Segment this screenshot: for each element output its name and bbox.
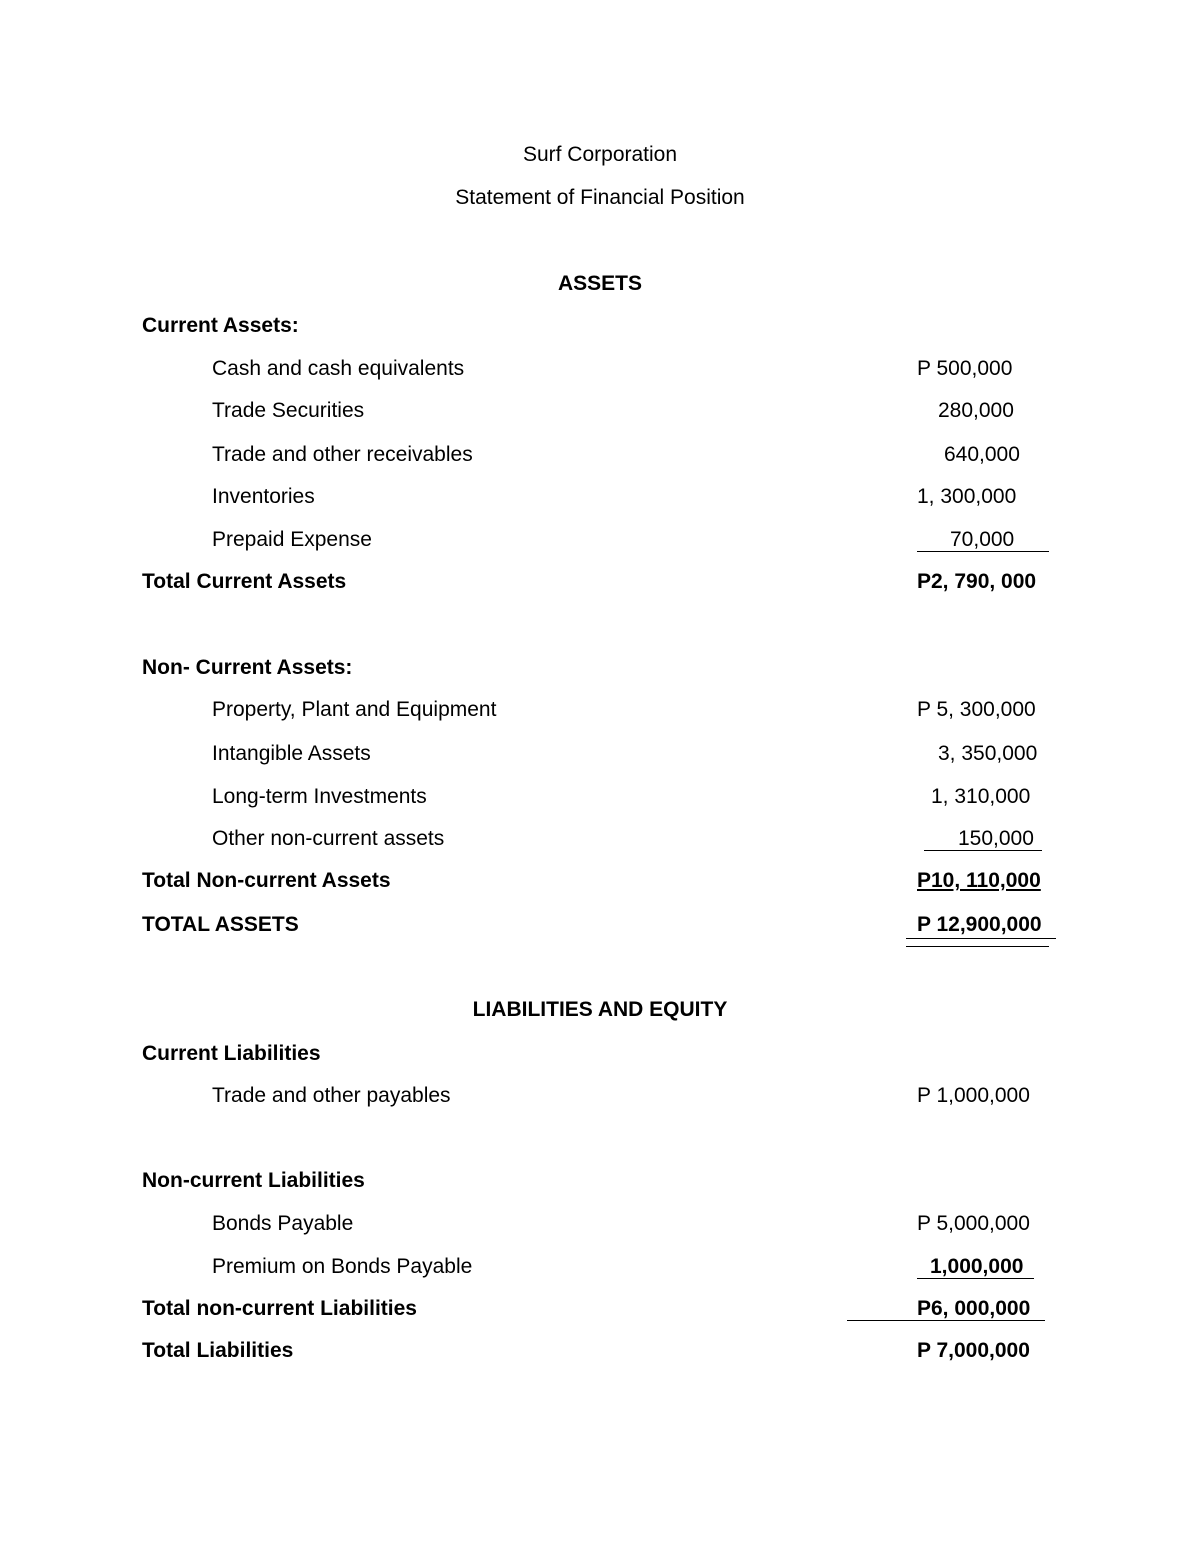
subtotal-rule xyxy=(917,1278,1034,1279)
total-assets-amount: P 12,900,000 xyxy=(917,913,1042,936)
line-item-label: Bonds Payable xyxy=(212,1212,354,1235)
company-name: Surf Corporation xyxy=(522,143,678,166)
double-rule-top xyxy=(906,938,1056,939)
liabilities-title: LIABILITIES AND EQUITY xyxy=(472,998,728,1021)
subtotal-rule xyxy=(917,551,1049,552)
total-liabilities-amount: P 7,000,000 xyxy=(917,1339,1030,1362)
line-item-amount: 1, 310,000 xyxy=(931,785,1031,808)
line-item-amount: P 5,000,000 xyxy=(917,1212,1030,1235)
line-item-amount: P 500,000 xyxy=(917,357,1013,380)
double-rule-bottom xyxy=(906,946,1049,947)
line-item-amount: P 5, 300,000 xyxy=(917,698,1036,721)
total-current-assets-amount: P2, 790, 000 xyxy=(917,570,1037,593)
total-noncurrent-liabilities-amount: P6, 000,000 xyxy=(917,1297,1031,1320)
total-noncurrent-assets-amount: P10, 110,000 xyxy=(917,869,1041,892)
total-current-assets-label: Total Current Assets xyxy=(142,570,347,593)
statement-title: Statement of Financial Position xyxy=(455,186,745,209)
line-item-amount: 70,000 xyxy=(950,528,1015,551)
noncurrent-liabilities-heading: Non-current Liabilities xyxy=(142,1169,365,1192)
total-assets-label: TOTAL ASSETS xyxy=(142,913,299,936)
total-noncurrent-assets-label: Total Non-current Assets xyxy=(142,869,391,892)
line-item-amount: 1,000,000 xyxy=(930,1255,1024,1278)
line-item-label: Other non-current assets xyxy=(212,827,445,850)
line-item-label: Cash and cash equivalents xyxy=(212,357,465,380)
line-item-label: Trade Securities xyxy=(212,399,365,422)
line-item-amount: 150,000 xyxy=(958,827,1034,850)
line-item-label: Prepaid Expense xyxy=(212,528,372,551)
line-item-amount: 1, 300,000 xyxy=(917,485,1017,508)
subtotal-rule xyxy=(924,850,1042,851)
subtotal-rule xyxy=(847,1320,1045,1321)
line-item-label: Intangible Assets xyxy=(212,742,371,765)
line-item-amount: 3, 350,000 xyxy=(938,742,1038,765)
line-item-label: Long-term Investments xyxy=(212,785,427,808)
current-liabilities-heading: Current Liabilities xyxy=(142,1042,321,1065)
line-item-label: Trade and other receivables xyxy=(212,443,473,466)
line-item-amount: 280,000 xyxy=(938,399,1014,422)
total-noncurrent-liabilities-label: Total non-current Liabilities xyxy=(142,1297,417,1320)
assets-title: ASSETS xyxy=(557,272,643,295)
line-item-label: Inventories xyxy=(212,485,315,508)
line-item-amount: 640,000 xyxy=(944,443,1020,466)
line-item-label: Trade and other payables xyxy=(212,1084,451,1107)
line-item-label: Premium on Bonds Payable xyxy=(212,1255,473,1278)
line-item-amount: P 1,000,000 xyxy=(917,1084,1030,1107)
total-liabilities-label: Total Liabilities xyxy=(142,1339,294,1362)
current-assets-heading: Current Assets: xyxy=(142,314,299,337)
noncurrent-assets-heading: Non- Current Assets: xyxy=(142,656,353,679)
line-item-label: Property, Plant and Equipment xyxy=(212,698,497,721)
